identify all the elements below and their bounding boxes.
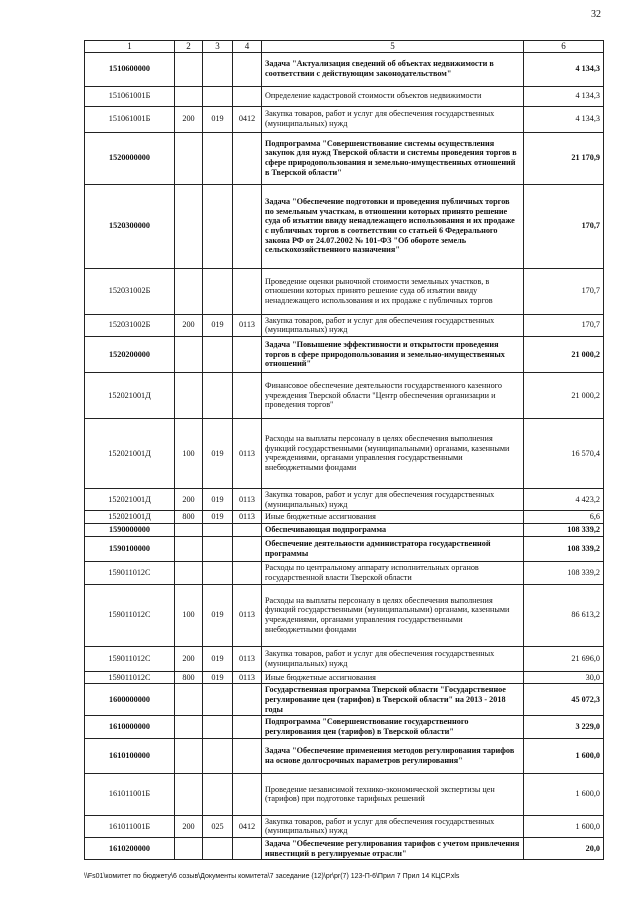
expense-type-cell <box>175 184 203 268</box>
section-code-cell: 0113 <box>233 511 262 524</box>
classification-code-cell: 152031002Б <box>85 268 175 314</box>
expense-type-cell: 100 <box>175 584 203 646</box>
classification-code-cell: 159011012С <box>85 584 175 646</box>
department-code-cell: 019 <box>203 314 233 336</box>
classification-code-cell: 159011012С <box>85 561 175 584</box>
section-code-cell <box>233 838 262 860</box>
expense-type-cell: 200 <box>175 488 203 510</box>
classification-code-cell: 1520200000 <box>85 336 175 372</box>
item-name-cell: Задача "Повышение эффективности и открытости проведения торгов в сфере природопользования и земельно-имущественных отношений" <box>262 336 524 372</box>
section-code-cell <box>233 738 262 773</box>
expense-type-cell: 800 <box>175 671 203 684</box>
item-name-cell: Иные бюджетные ассигнования <box>262 671 524 684</box>
section-code-cell <box>233 86 262 106</box>
section-code-cell: 0113 <box>233 646 262 671</box>
department-code-cell <box>203 132 233 184</box>
department-code-cell <box>203 684 233 716</box>
amount-cell: 16 570,4 <box>524 418 604 488</box>
expense-type-cell <box>175 684 203 716</box>
classification-code-cell: 152021001Д <box>85 372 175 418</box>
amount-cell: 108 339,2 <box>524 523 604 536</box>
item-name-cell: Финансовое обеспечение деятельности государственного казенного учреждения Тверской области "Центр обеспечения организации и проведения торгов" <box>262 372 524 418</box>
classification-code-cell: 152031002Б <box>85 314 175 336</box>
expense-type-cell <box>175 738 203 773</box>
department-code-cell <box>203 268 233 314</box>
table-row <box>85 716 604 738</box>
expense-type-cell <box>175 132 203 184</box>
expense-type-cell: 200 <box>175 314 203 336</box>
table-row <box>85 132 604 184</box>
item-name-cell: Подпрограмма "Совершенствование системы осуществления закупок для нужд Тверской области и системы проведения торгов в сфере природопользования и земельно-имущественных отношений в Тверской области" <box>262 132 524 184</box>
section-code-cell <box>233 372 262 418</box>
section-code-cell <box>233 52 262 86</box>
classification-code-cell: 161011001Б <box>85 815 175 837</box>
expense-type-cell <box>175 268 203 314</box>
department-code-cell <box>203 536 233 561</box>
section-code-cell: 0113 <box>233 671 262 684</box>
section-code-cell <box>233 773 262 815</box>
department-code-cell <box>203 372 233 418</box>
item-name-cell: Расходы на выплаты персоналу в целях обеспечения выполнения функций государственными (муниципальными) органами, казенными учреждениями, органами управления государственными внебюджетными фондами <box>262 418 524 488</box>
item-name-cell: Обеспечивающая подпрограмма <box>262 523 524 536</box>
table-row <box>85 773 604 815</box>
department-code-cell: 019 <box>203 511 233 524</box>
classification-code-cell: 161011001Б <box>85 773 175 815</box>
item-name-cell: Определение кадастровой стоимости объектов недвижимости <box>262 86 524 106</box>
table-row <box>85 536 604 561</box>
expense-type-cell: 200 <box>175 106 203 132</box>
table-row <box>85 184 604 268</box>
item-name-cell: Обеспечение деятельности администратора государственной программы <box>262 536 524 561</box>
classification-code-cell: 1520300000 <box>85 184 175 268</box>
classification-code-cell: 151061001Б <box>85 86 175 106</box>
expense-type-cell <box>175 372 203 418</box>
expense-type-cell <box>175 52 203 86</box>
expense-type-cell <box>175 523 203 536</box>
page-number: 32 <box>591 9 601 20</box>
item-name-cell: Задача "Актуализация сведений об объектах недвижимости в соответствии с действующим законодательством" <box>262 52 524 86</box>
amount-cell: 86 613,2 <box>524 584 604 646</box>
header-row <box>85 41 604 53</box>
table-row <box>85 523 604 536</box>
expense-type-cell: 200 <box>175 815 203 837</box>
item-name-cell: Закупка товаров, работ и услуг для обеспечения государственных (муниципальных) нужд <box>262 815 524 837</box>
department-code-cell: 019 <box>203 671 233 684</box>
department-code-cell: 025 <box>203 815 233 837</box>
amount-cell: 1 600,0 <box>524 815 604 837</box>
expense-type-cell <box>175 838 203 860</box>
header-cell: 2 <box>175 41 203 53</box>
classification-code-cell: 1590100000 <box>85 536 175 561</box>
table-row <box>85 561 604 584</box>
classification-code-cell: 1600000000 <box>85 684 175 716</box>
amount-cell: 1 600,0 <box>524 773 604 815</box>
amount-cell: 4 423,2 <box>524 488 604 510</box>
expense-type-cell <box>175 86 203 106</box>
item-name-cell: Закупка товаров, работ и услуг для обеспечения государственных (муниципальных) нужд <box>262 488 524 510</box>
amount-cell: 108 339,2 <box>524 536 604 561</box>
department-code-cell: 019 <box>203 584 233 646</box>
classification-code-cell: 152021001Д <box>85 511 175 524</box>
table-row <box>85 336 604 372</box>
amount-cell: 30,0 <box>524 671 604 684</box>
table-row <box>85 86 604 106</box>
item-name-cell: Расходы по центральному аппарату исполнительных органов государственной власти Тверской области <box>262 561 524 584</box>
section-code-cell: 0113 <box>233 584 262 646</box>
section-code-cell: 0113 <box>233 418 262 488</box>
expense-type-cell <box>175 716 203 738</box>
item-name-cell: Задача "Обеспечение регулирования тарифов с учетом привлечения инвестиций в регулируемые отрасли" <box>262 838 524 860</box>
classification-code-cell: 1610000000 <box>85 716 175 738</box>
amount-cell: 45 072,3 <box>524 684 604 716</box>
header-cell: 6 <box>524 41 604 53</box>
department-code-cell <box>203 838 233 860</box>
section-code-cell <box>233 523 262 536</box>
amount-cell: 21 000,2 <box>524 336 604 372</box>
item-name-cell: Проведение независимой технико-экономической экспертизы цен (тарифов) при подготовке тарифных решений <box>262 773 524 815</box>
expense-type-cell: 100 <box>175 418 203 488</box>
table-row <box>85 646 604 671</box>
header-cell: 1 <box>85 41 175 53</box>
header-cell: 3 <box>203 41 233 53</box>
table-row <box>85 815 604 837</box>
amount-cell: 21 170,9 <box>524 132 604 184</box>
header-cell: 4 <box>233 41 262 53</box>
department-code-cell <box>203 716 233 738</box>
department-code-cell <box>203 52 233 86</box>
expense-type-cell: 800 <box>175 511 203 524</box>
amount-cell: 1 600,0 <box>524 738 604 773</box>
department-code-cell <box>203 773 233 815</box>
table-row <box>85 314 604 336</box>
table-row <box>85 372 604 418</box>
item-name-cell: Иные бюджетные ассигнования <box>262 511 524 524</box>
section-code-cell: 0113 <box>233 488 262 510</box>
table-row <box>85 488 604 510</box>
section-code-cell <box>233 716 262 738</box>
amount-cell: 4 134,3 <box>524 86 604 106</box>
expense-type-cell <box>175 773 203 815</box>
classification-code-cell: 1610200000 <box>85 838 175 860</box>
item-name-cell: Задача "Обеспечение применения методов регулирования тарифов на основе долгосрочных параметров регулирования" <box>262 738 524 773</box>
amount-cell: 4 134,3 <box>524 52 604 86</box>
department-code-cell <box>203 336 233 372</box>
table-row <box>85 584 604 646</box>
department-code-cell <box>203 523 233 536</box>
expense-type-cell <box>175 336 203 372</box>
item-name-cell: Подпрограмма "Совершенствование государственного регулирования цен (тарифов) в Тверской области" <box>262 716 524 738</box>
item-name-cell: Закупка товаров, работ и услуг для обеспечения государственных (муниципальных) нужд <box>262 314 524 336</box>
classification-code-cell: 152021001Д <box>85 488 175 510</box>
table-row <box>85 418 604 488</box>
classification-code-cell: 1510600000 <box>85 52 175 86</box>
department-code-cell <box>203 86 233 106</box>
amount-cell: 3 229,0 <box>524 716 604 738</box>
classification-code-cell: 1590000000 <box>85 523 175 536</box>
item-name-cell: Расходы на выплаты персоналу в целях обеспечения выполнения функций государственными (муниципальными) органами, казенными учреждениями, органами управления государственными внебюджетными фондами <box>262 584 524 646</box>
department-code-cell <box>203 561 233 584</box>
amount-cell: 170,7 <box>524 314 604 336</box>
amount-cell: 108 339,2 <box>524 561 604 584</box>
amount-cell: 170,7 <box>524 184 604 268</box>
table-row <box>85 671 604 684</box>
expense-type-cell <box>175 561 203 584</box>
table-row <box>85 106 604 132</box>
item-name-cell: Задача "Обеспечение подготовки и проведения публичных торгов по земельным участкам, в отношении которых принято решение суда об изъятии ввиду ненадлежащего использования и их продаже с публичных торгов в соответствии со статьей 6 Федерального закона РФ от 24.07.2002 № 101-ФЗ "Об обороте земель сельскохозяйственного назначения" <box>262 184 524 268</box>
department-code-cell: 019 <box>203 646 233 671</box>
department-code-cell: 019 <box>203 418 233 488</box>
table-row <box>85 838 604 860</box>
classification-code-cell: 1610100000 <box>85 738 175 773</box>
section-code-cell <box>233 561 262 584</box>
section-code-cell <box>233 536 262 561</box>
section-code-cell <box>233 132 262 184</box>
department-code-cell <box>203 184 233 268</box>
department-code-cell: 019 <box>203 488 233 510</box>
amount-cell: 21 000,2 <box>524 372 604 418</box>
table-row <box>85 268 604 314</box>
amount-cell: 20,0 <box>524 838 604 860</box>
table-row <box>85 684 604 716</box>
section-code-cell <box>233 684 262 716</box>
table-row <box>85 511 604 524</box>
section-code-cell <box>233 336 262 372</box>
department-code-cell <box>203 738 233 773</box>
table-row <box>85 738 604 773</box>
item-name-cell: Закупка товаров, работ и услуг для обеспечения государственных (муниципальных) нужд <box>262 106 524 132</box>
item-name-cell: Проведение оценки рыночной стоимости земельных участков, в отношении которых принято решение суда об изъятии ввиду ненадлежащего использования и их продаже с публичных торгов <box>262 268 524 314</box>
budget-table <box>84 40 604 860</box>
amount-cell: 21 696,0 <box>524 646 604 671</box>
classification-code-cell: 159011012С <box>85 671 175 684</box>
classification-code-cell: 152021001Д <box>85 418 175 488</box>
file-path-footer: \\Fs01\комитет по бюджету\6 созыв\Документы комитета\7 заседание (12)\pr\pr(7) 123-П-6\Прил 7 Прил 14 КЦСР.xls <box>84 873 460 880</box>
item-name-cell: Государственная программа Тверской области "Государственное регулирование цен (тарифов) в Тверской области" на 2013 - 2018 годы <box>262 684 524 716</box>
amount-cell: 4 134,3 <box>524 106 604 132</box>
amount-cell: 170,7 <box>524 268 604 314</box>
section-code-cell: 0412 <box>233 106 262 132</box>
section-code-cell <box>233 184 262 268</box>
item-name-cell: Закупка товаров, работ и услуг для обеспечения государственных (муниципальных) нужд <box>262 646 524 671</box>
department-code-cell: 019 <box>203 106 233 132</box>
classification-code-cell: 159011012С <box>85 646 175 671</box>
section-code-cell: 0412 <box>233 815 262 837</box>
header-cell: 5 <box>262 41 524 53</box>
expense-type-cell <box>175 536 203 561</box>
classification-code-cell: 151061001Б <box>85 106 175 132</box>
section-code-cell <box>233 268 262 314</box>
classification-code-cell: 1520000000 <box>85 132 175 184</box>
section-code-cell: 0113 <box>233 314 262 336</box>
amount-cell: 6,6 <box>524 511 604 524</box>
expense-type-cell: 200 <box>175 646 203 671</box>
table-row <box>85 52 604 86</box>
